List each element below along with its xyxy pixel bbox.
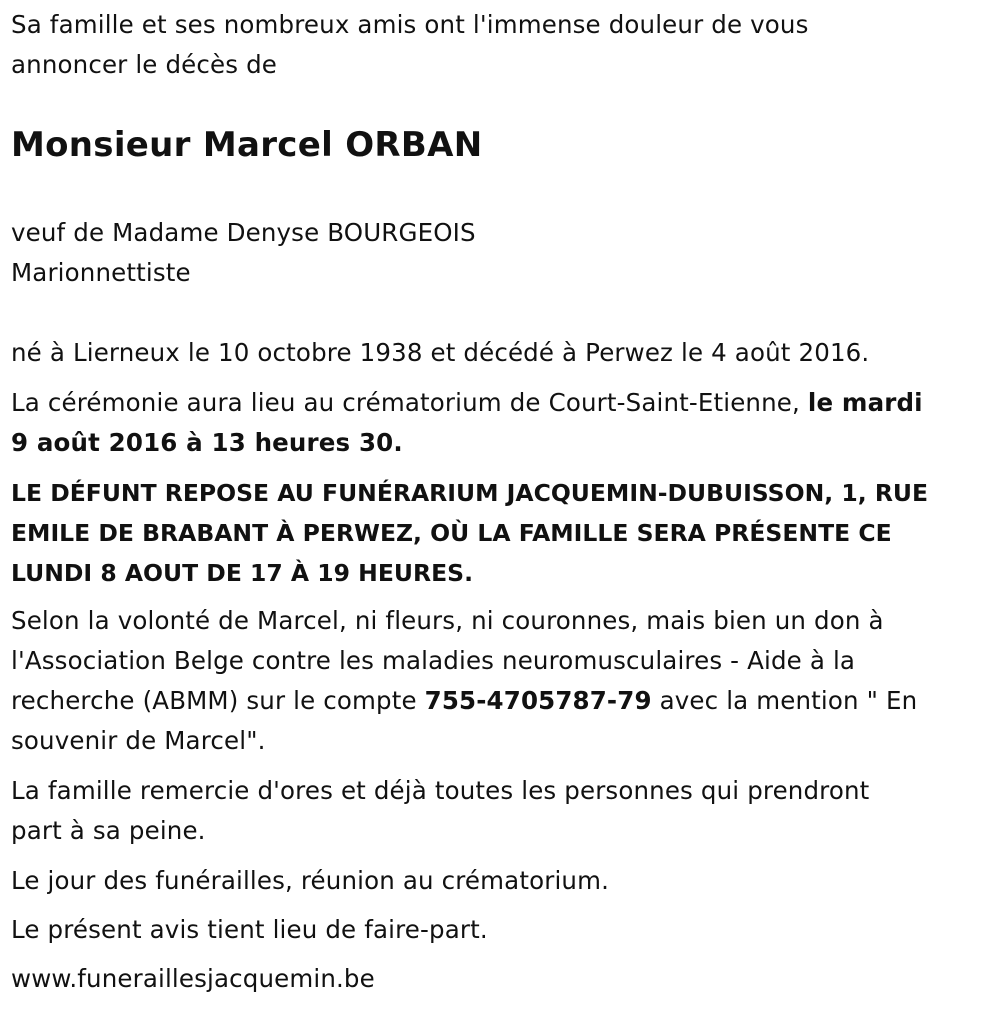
- occupation: Marionnettiste: [11, 258, 191, 287]
- birth-death-line: né à Lierneux le 10 octobre 1938 et décédé à Perwez le 4 août 2016.: [11, 338, 870, 367]
- donation-line-1: Selon la volonté de Marcel, ni fleurs, ni couronnes, mais bien un don à: [11, 606, 884, 635]
- visitation-line-2: EMILE DE BRABANT À PERWEZ, OÙ LA FAMILLE SERA PRÉSENTE CE: [11, 519, 892, 547]
- visitation-line-3: LUNDI 8 AOUT DE 17 À 19 HEURES.: [11, 559, 473, 587]
- intro-line-2: annoncer le décès de: [11, 50, 278, 79]
- ceremony-location-text: La cérémonie aura lieu au crématorium de Court-Saint-Etienne,: [11, 388, 808, 417]
- intro-line-1: Sa famille et ses nombreux amis ont l'immense douleur de vous: [11, 10, 809, 39]
- thanks-line-1: La famille remercie d'ores et déjà toutes les personnes qui prendront: [11, 776, 870, 805]
- funeral-day-note: Le jour des funérailles, réunion au crématorium.: [11, 866, 610, 895]
- donation-line-2: l'Association Belge contre les maladies neuromusculaires - Aide à la: [11, 646, 856, 675]
- website-link[interactable]: www.funeraillesjacquemin.be: [11, 964, 375, 993]
- donation-mention: avec la mention " En: [651, 686, 918, 715]
- thanks-line-2: part à sa peine.: [11, 816, 206, 845]
- spouse-line: veuf de Madame Denyse BOURGEOIS: [11, 218, 476, 247]
- donation-line-4: souvenir de Marcel".: [11, 726, 266, 755]
- website-line: [11, 964, 375, 994]
- donation-line-3: [11, 686, 917, 716]
- bank-account-number: 755-4705787-79: [424, 686, 652, 715]
- donation-account-prefix: recherche (ABMM) sur le compte: [11, 686, 425, 715]
- ceremony-date-time: 9 août 2016 à 13 heures 30.: [11, 428, 403, 457]
- faire-part-note: Le présent avis tient lieu de faire-part.: [11, 915, 488, 944]
- deceased-name: Monsieur Marcel ORBAN: [11, 125, 483, 165]
- ceremony-day: le mardi: [807, 388, 923, 417]
- visitation-line-1: LE DÉFUNT REPOSE AU FUNÉRARIUM JACQUEMIN-DUBUISSON, 1, RUE: [11, 479, 929, 507]
- ceremony-line-1: [11, 388, 923, 418]
